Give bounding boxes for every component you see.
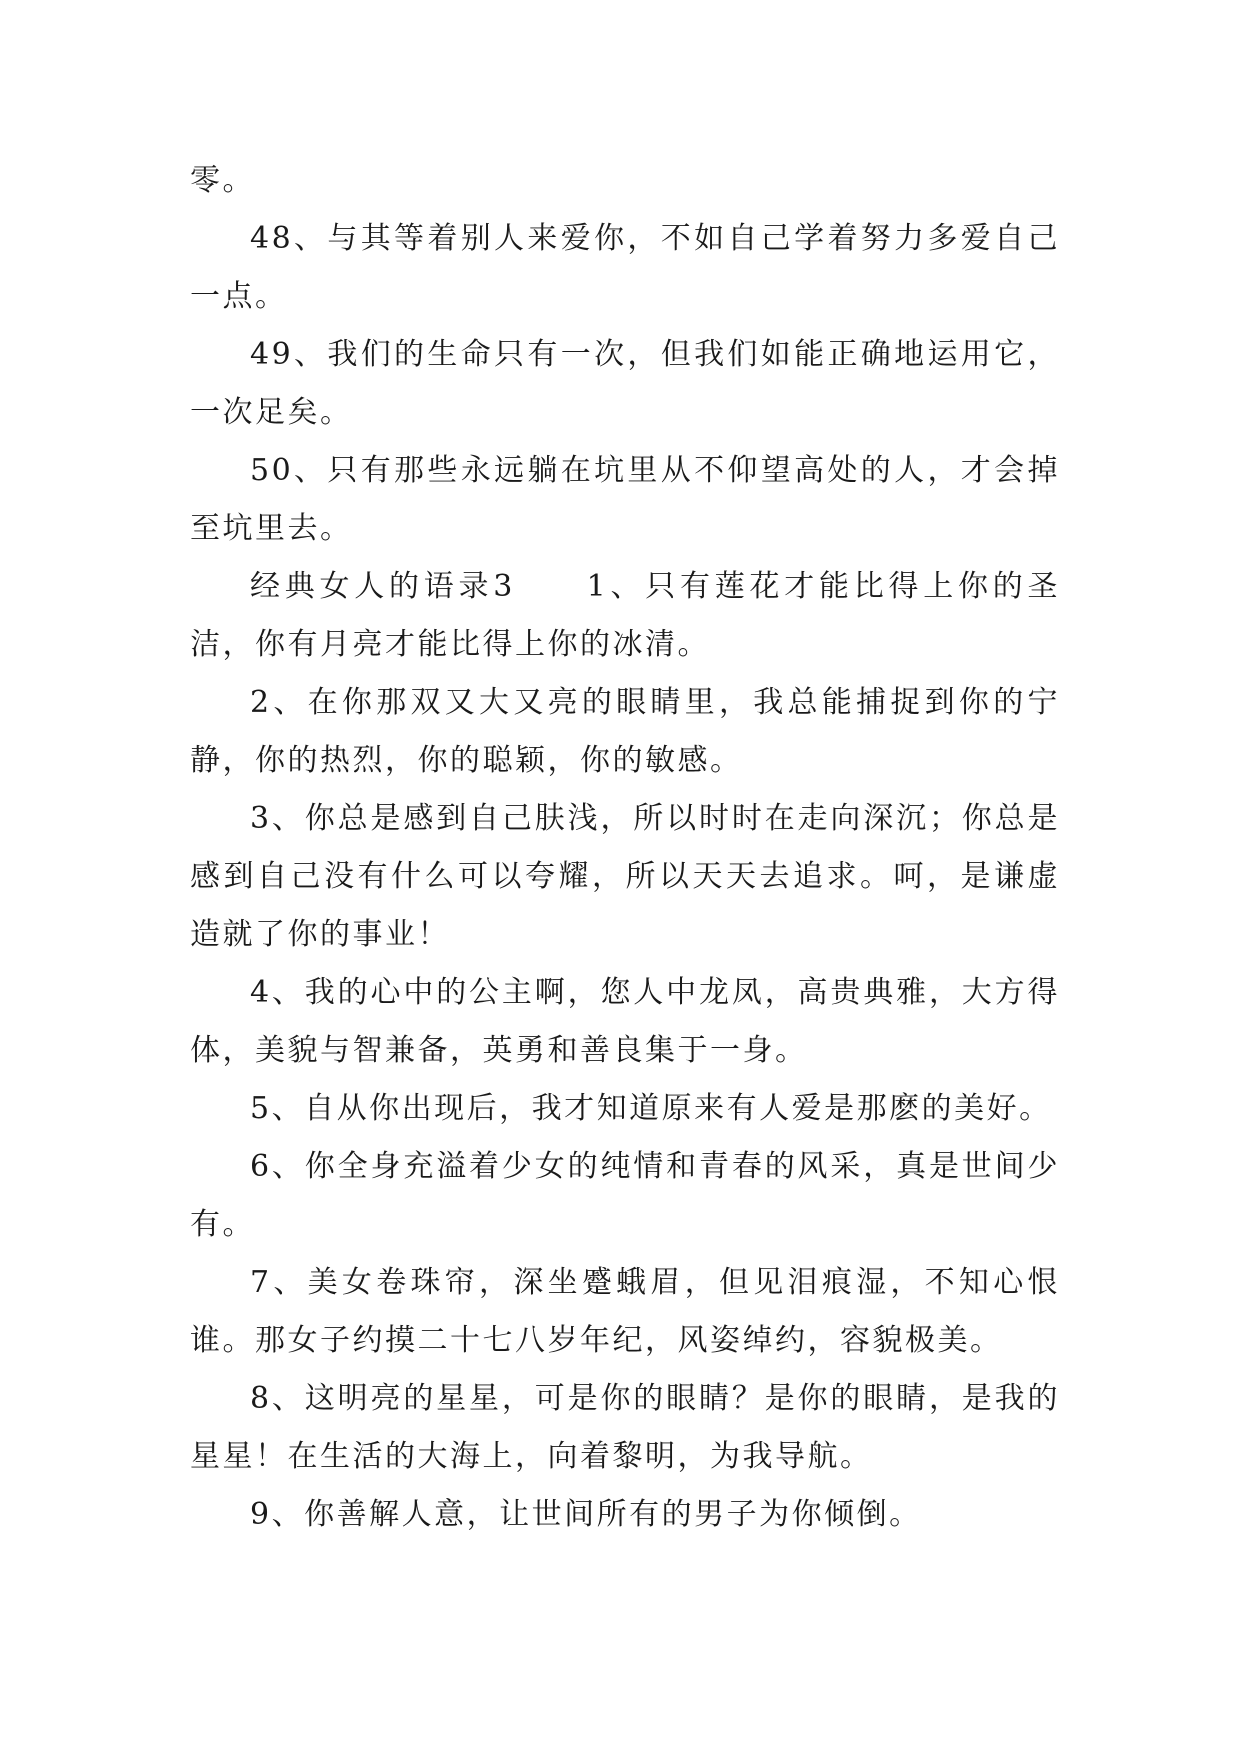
paragraph-section-3-quote-8: 8、这明亮的星星，可是你的眼睛？是你的眼睛，是我的星星！在生活的大海上，向着黎明，为我导航。 (190, 1381, 1060, 1474)
paragraph-quote-48: 48、与其等着别人来爱你，不如自己学着努力多爱自己一点。 (190, 221, 1060, 314)
paragraph-quote-49: 49、我们的生命只有一次，但我们如能正确地运用它，一次足矣。 (190, 337, 1060, 430)
paragraph-section-3-quote-3: 3、你总是感到自己肤浅，所以时时在走向深沉；你总是感到自己没有什么可以夸耀，所以天天去追求。呵，是谦虚造就了你的事业！ (190, 801, 1060, 952)
paragraph-section-3-quote-7: 7、美女卷珠帘，深坐蹙蛾眉，但见泪痕湿，不知心恨谁。那女子约摸二十七八岁年纪，风姿绰约，容貌极美。 (190, 1265, 1060, 1358)
document-body (190, 152, 1060, 1544)
paragraph-section-3-quote-5: 5、自从你出现后，我才知道原来有人爱是那麽的美好。 (250, 1091, 1052, 1126)
paragraph-quote-50: 50、只有那些永远躺在坑里从不仰望高处的人，才会掉至坑里去。 (190, 453, 1060, 546)
paragraph-section-3-quote-2: 2、在你那双又大又亮的眼睛里，我总能捕捉到你的宁静，你的热烈，你的聪颖，你的敏感。 (190, 685, 1060, 778)
paragraph-section-3-quote-1: 经典女人的语录3 1、只有莲花才能比得上你的圣洁，你有月亮才能比得上你的冰清。 (190, 569, 1060, 662)
paragraph-section-3-quote-4: 4、我的心中的公主啊，您人中龙凤，高贵典雅，大方得体，美貌与智兼备，英勇和善良集于一身。 (190, 975, 1060, 1068)
paragraph-section-3-quote-9: 9、你善解人意，让世间所有的男子为你倾倒。 (250, 1497, 922, 1532)
paragraph-continuation: 零。 (190, 163, 255, 198)
paragraph-section-3-quote-6: 6、你全身充溢着少女的纯情和青春的风采，真是世间少有。 (190, 1149, 1060, 1242)
